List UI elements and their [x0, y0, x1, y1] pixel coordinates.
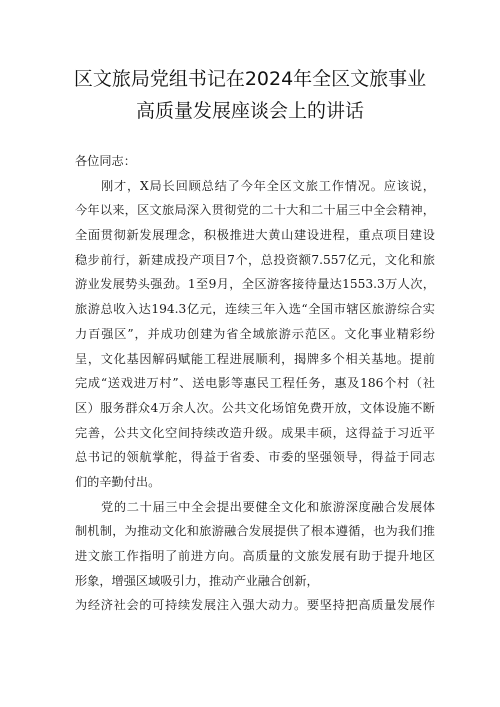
body-text-line: 为经济社会的可持续发展注入强大动力。要坚持把高质量发展作: [75, 598, 435, 613]
document-body: [75, 149, 435, 618]
document-title-line-1: 区文旅局党组书记在2024年全区文旅事业: [73, 68, 427, 90]
body-text-line: 今年以来，区文旅局深入贯彻党的二十大和二十届三中全会精神，: [75, 203, 435, 218]
body-text-line: 旅游总收入达194.3亿元，连续三年入选“全国市辖区旅游综合实: [75, 302, 435, 317]
body-text-line: 全面贯彻新发展理念，积极推进大黄山建设进程，重点项目建设: [75, 228, 435, 243]
body-text-line: 力百强区”，并成功创建为省全域旅游示范区。文化事业精彩纷: [75, 326, 435, 341]
body-text-line: 刚才，X局长回顾总结了今年全区文旅工作情况。应该说，: [101, 178, 435, 193]
document-title-line-2: 高质量发展座谈会上的讲话: [135, 100, 364, 122]
body-text-line: 制机制，为推动文化和旅游融合发展提供了根本遵循，也为我们推: [75, 524, 435, 539]
body-text-line: 完成“送戏进万村”、送电影等惠民工程任务，惠及186个村（社: [75, 376, 435, 391]
body-text-line: 游业发展势头强劲。1至9月，全区游客接待量达1553.3万人次，: [75, 277, 435, 292]
body-text-line: 总书记的领航掌舵，得益于省委、市委的坚强领导，得益于同志: [75, 450, 435, 465]
body-text-line: 们的辛勤付出。: [75, 474, 161, 489]
body-text-line: 呈，文化基因解码赋能工程进展顺利，揭牌多个相关基地。提前: [75, 351, 435, 366]
body-text-line: 完善，公共文化空间持续改造升级。成果丰硕，这得益于习近平: [75, 425, 435, 440]
body-text-line: 进文旅工作指明了前进方向。高质量的文旅发展有助于提升地区: [75, 549, 435, 563]
body-text-line: 形象，增强区域吸引力，推动产业融合创新，: [75, 573, 319, 588]
body-text-line: 党的二十届三中全会提出要健全文化和旅游深度融合发展体: [101, 499, 435, 514]
body-text-line: 区）服务群众4万余人次。公共文化场馆免费开放，文体设施不断: [75, 400, 435, 415]
body-text-line: 各位同志：: [75, 154, 136, 168]
body-text-line: 稳步前行，新建成投产项目7个，总投资额7.557亿元，文化和旅: [75, 252, 435, 267]
